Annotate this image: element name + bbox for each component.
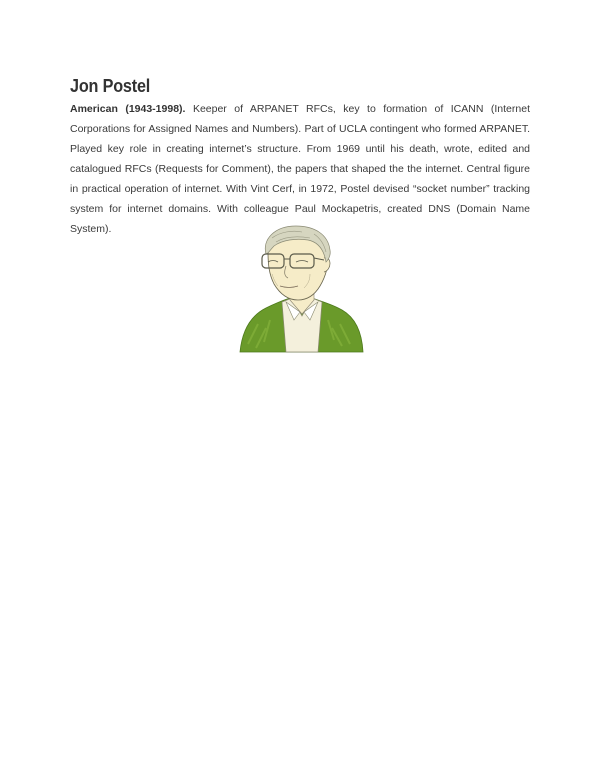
portrait-illustration [236,224,366,356]
profile-entry [70,76,530,239]
person-bio-text: Keeper of ARPANET RFCs, key to formation of ICANN (Internet Corporations for Assigned Names and Numbers). Part of UCLA contingent who formed ARPANET. Played key role in creating internet’s structure. From 1969 until his death, wrote, edited and catalogued RFCs (Requests for Comment), the papers that shaped the the internet. Central figure in practical operation of internet. With Vint Cerf, in 1972, Postel devised “socket number” tracking system for internet domains. With colleague Paul Mockapetris, created DNS (Domain Name System). [70,103,530,235]
person-bio [70,99,530,239]
person-name: Jon Postel [70,76,151,96]
person-lead: American (1943-1998). [70,103,186,115]
